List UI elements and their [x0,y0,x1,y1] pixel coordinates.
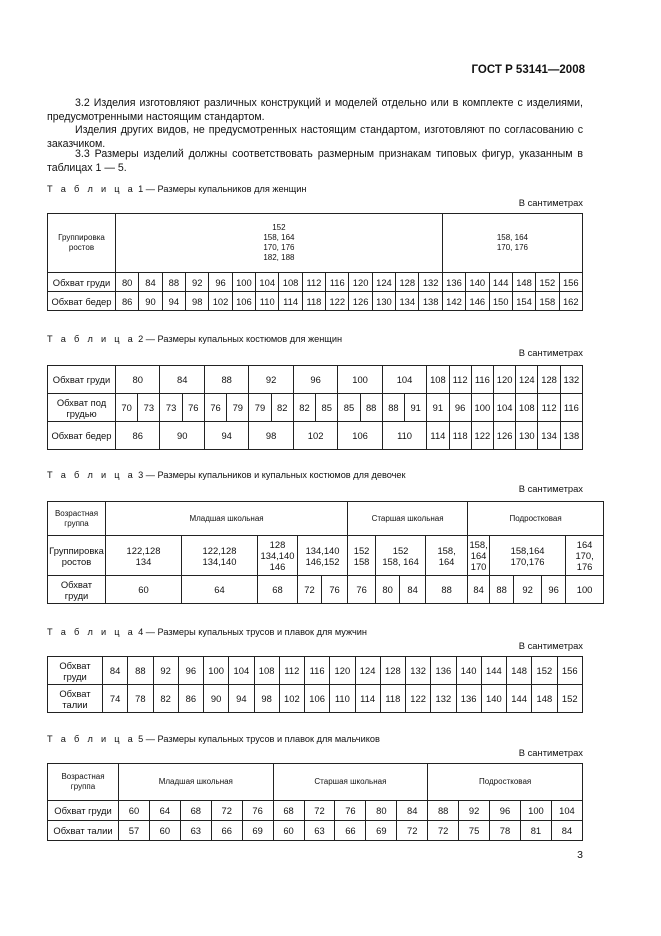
t2-under-cell: 88 [382,394,404,422]
t4-value-cell: 136 [431,657,456,685]
t1-value-cell: 130 [372,292,395,311]
table-1 [47,213,583,311]
t4-value-cell: 102 [279,685,304,713]
t1-value-cell: 152 [536,273,559,292]
t5-value-cell: 96 [490,801,521,821]
t3-height-cell: 158, 164 170 [468,536,490,576]
t4-value-cell: 90 [204,685,229,713]
t4-value-cell: 144 [481,657,506,685]
t1-value-cell: 128 [396,273,419,292]
t3-height-cell: 122,128 134 [106,536,182,576]
t2-under-cell: 73 [138,394,160,422]
t2-under-cell: 112 [538,394,560,422]
t4-value-cell: 140 [456,657,481,685]
t5-age-group: Старшая школьная [273,764,428,801]
t1-value-cell: 138 [419,292,442,311]
t5-value-cell: 60 [149,821,180,841]
table-5-unit: В сантиметрах [518,747,583,758]
t2-chest-cell: 84 [160,366,204,394]
t2-under-cell: 116 [560,394,582,422]
t1-value-cell: 132 [419,273,442,292]
t1-value-cell: 134 [396,292,419,311]
t1-value-cell: 92 [186,273,209,292]
t1-value-cell: 104 [256,273,279,292]
t5-value-cell: 60 [273,821,304,841]
t1-value-cell: 122 [326,292,349,311]
table-4-caption: Т а б л и ц а 4 — Размеры купальных трусов и плавок для мужчин [47,627,367,637]
t4-value-cell: 156 [557,657,583,685]
t3-height-cell: 134,140 146,152 [298,536,348,576]
t2-under-cell: 100 [471,394,493,422]
t4-value-cell: 98 [254,685,279,713]
t5-age-group: Подростковая [428,764,583,801]
table-1-caption: Т а б л и ц а 1 — Размеры купальников для женщин [47,184,307,194]
t3-chest-cell: 60 [106,576,182,604]
t5-row-label: Обхват груди [48,801,119,821]
t4-value-cell: 128 [380,657,405,685]
t4-value-cell: 82 [153,685,178,713]
t4-value-cell: 144 [507,685,532,713]
t2-chest-cell: 80 [116,366,160,394]
t2-chest-cell: 120 [493,366,515,394]
t5-value-cell: 63 [304,821,335,841]
t3-chest-cell: 88 [490,576,514,604]
t2-chest-cell: 132 [560,366,582,394]
t2-chest-cell: 104 [382,366,426,394]
t5-value-cell: 84 [551,821,582,841]
t1-value-cell: 110 [256,292,279,311]
t3-height-cell: 164 170, 176 [566,536,604,576]
paragraph-3-2: 3.2 Изделия изготовляют различных конструкций и моделей отдельно или в комплекте с изделиями, предусмотренными настоящим стандартом. [47,97,583,123]
t4-value-cell: 92 [153,657,178,685]
t5-value-cell: 81 [520,821,551,841]
t4-value-cell: 148 [532,685,557,713]
t1-height-group-1: 152 158, 164 170, 176 182, 188 [116,214,443,273]
t1-value-cell: 102 [209,292,232,311]
t3-chest-cell: 76 [348,576,376,604]
t5-value-cell: 72 [397,821,428,841]
t4-value-cell: 86 [178,685,203,713]
t1-value-cell: 84 [139,273,162,292]
t5-value-cell: 80 [366,801,397,821]
t2-hip-cell: 114 [427,422,449,450]
t4-value-cell: 132 [406,657,431,685]
t2-under-cell: 85 [316,394,338,422]
t2-under-cell: 73 [160,394,182,422]
t2-chest-cell: 112 [449,366,471,394]
table-5 [47,763,583,841]
t4-value-cell: 88 [128,657,153,685]
t5-value-cell: 78 [490,821,521,841]
t5-row-label: Обхват талии [48,821,119,841]
table-4 [47,656,583,713]
t4-value-cell: 118 [380,685,405,713]
t3-chest-cell: 84 [400,576,426,604]
t1-value-cell: 144 [489,273,512,292]
t3-age-label: Возрастная группа [48,502,106,536]
t3-chest-cell: 88 [426,576,468,604]
t4-value-cell: 84 [103,657,128,685]
t4-value-cell: 108 [254,657,279,685]
paragraph-3-3: 3.3 Размеры изделий должны соответствовать размерным признакам типовых фигур, указанным в таблицах 1 — 5. [47,148,583,174]
t4-value-cell: 114 [355,685,380,713]
t2-under-cell: 82 [271,394,293,422]
t5-value-cell: 63 [180,821,211,841]
t5-value-cell: 76 [335,801,366,821]
t5-value-cell: 69 [242,821,273,841]
t1-value-cell: 90 [139,292,162,311]
t2-hip-label: Обхват бедер [48,422,116,450]
t3-age-group: Подростковая [468,502,604,536]
t2-under-cell: 91 [405,394,427,422]
t1-value-cell: 124 [372,273,395,292]
t1-value-cell: 162 [559,292,582,311]
t5-value-cell: 72 [211,801,242,821]
t1-value-cell: 126 [349,292,372,311]
t1-value-cell: 140 [466,273,489,292]
t1-value-cell: 114 [279,292,302,311]
t3-age-group: Младшая школьная [106,502,348,536]
document-header: ГОСТ Р 53141—2008 [471,64,585,76]
t3-chest-cell: 84 [468,576,490,604]
t3-chest-label: Обхват груди [48,576,106,604]
t5-value-cell: 69 [366,821,397,841]
t4-value-cell: 78 [128,685,153,713]
t2-chest-label: Обхват груди [48,366,116,394]
t4-value-cell: 116 [305,657,330,685]
paragraph-other-products: Изделия других видов, не предусмотренных настоящим стандартом, изготовляют по согласованию с заказчиком. [47,124,583,150]
t1-value-cell: 94 [162,292,185,311]
table-2-unit: В сантиметрах [518,347,583,358]
t4-value-cell: 122 [406,685,431,713]
t1-value-cell: 106 [232,292,255,311]
t3-chest-cell: 80 [376,576,400,604]
table-2 [47,365,583,450]
t1-value-cell: 86 [116,292,139,311]
t3-chest-cell: 96 [542,576,566,604]
t1-value-cell: 156 [559,273,582,292]
t2-hip-cell: 90 [160,422,204,450]
t1-value-cell: 154 [512,292,535,311]
t1-row-label: Обхват бедер [48,292,116,311]
t4-value-cell: 74 [103,685,128,713]
t4-row-label: Обхват талии [48,685,103,713]
t2-under-cell: 82 [293,394,315,422]
t1-value-cell: 108 [279,273,302,292]
t2-under-cell: 79 [249,394,271,422]
table-1-unit: В сантиметрах [518,197,583,208]
t3-height-cell: 122,128 134,140 [182,536,258,576]
t3-height-cell: 158, 164 [426,536,468,576]
t2-chest-cell: 92 [249,366,293,394]
table-4-unit: В сантиметрах [518,640,583,651]
t2-hip-cell: 138 [560,422,582,450]
t1-row-label: Обхват груди [48,273,116,292]
t3-chest-cell: 64 [182,576,258,604]
t2-under-cell: 85 [338,394,360,422]
t2-under-cell: 88 [360,394,382,422]
t5-value-cell: 66 [211,821,242,841]
t2-under-cell: 76 [204,394,226,422]
t3-chest-cell: 92 [514,576,542,604]
t2-chest-cell: 116 [471,366,493,394]
t2-hip-cell: 102 [293,422,337,450]
t2-hip-cell: 86 [116,422,160,450]
table-3-caption: Т а б л и ц а 3 — Размеры купальников и купальных костюмов для девочек [47,470,406,480]
t2-chest-cell: 96 [293,366,337,394]
t3-chest-cell: 72 [298,576,322,604]
table-3 [47,501,604,604]
t1-value-cell: 96 [209,273,232,292]
t5-value-cell: 66 [335,821,366,841]
t4-value-cell: 94 [229,685,254,713]
t5-value-cell: 64 [149,801,180,821]
t1-value-cell: 112 [302,273,325,292]
t1-value-cell: 116 [326,273,349,292]
t2-hip-cell: 130 [516,422,538,450]
t1-value-cell: 158 [536,292,559,311]
t2-under-cell: 108 [516,394,538,422]
t5-value-cell: 60 [119,801,150,821]
t1-height-label: Группировка ростов [48,214,116,273]
t2-chest-cell: 108 [427,366,449,394]
table-2-caption: Т а б л и ц а 2 — Размеры купальных костюмов для женщин [47,334,343,344]
t2-under-cell: 91 [427,394,449,422]
t1-value-cell: 88 [162,273,185,292]
t2-chest-cell: 128 [538,366,560,394]
t4-value-cell: 148 [507,657,532,685]
t1-value-cell: 150 [489,292,512,311]
page-number: 3 [577,849,583,861]
t3-age-group: Старшая школьная [348,502,468,536]
t5-value-cell: 72 [428,821,459,841]
t4-value-cell: 110 [330,685,355,713]
t3-chest-cell: 68 [258,576,298,604]
t4-row-label: Обхват груди [48,657,103,685]
t4-value-cell: 96 [178,657,203,685]
t4-value-cell: 136 [456,685,481,713]
t1-value-cell: 146 [466,292,489,311]
t1-value-cell: 98 [186,292,209,311]
t5-age-label: Возрастная группа [48,764,119,801]
t2-under-cell: 96 [449,394,471,422]
t5-value-cell: 92 [459,801,490,821]
t2-hip-cell: 126 [493,422,515,450]
t2-chest-cell: 100 [338,366,382,394]
t3-height-cell: 152 158, 164 [376,536,426,576]
t5-value-cell: 88 [428,801,459,821]
t4-value-cell: 104 [229,657,254,685]
t5-age-group: Младшая школьная [119,764,274,801]
t1-value-cell: 100 [232,273,255,292]
t4-value-cell: 112 [279,657,304,685]
t4-value-cell: 120 [330,657,355,685]
t2-hip-cell: 110 [382,422,426,450]
t3-height-cell: 128 134,140 146 [258,536,298,576]
t2-hip-cell: 106 [338,422,382,450]
t3-height-cell: 158,164 170,176 [490,536,566,576]
t1-height-group-2: 158, 164 170, 176 [442,214,582,273]
t3-height-cell: 152 158 [348,536,376,576]
t4-value-cell: 152 [557,685,583,713]
t5-value-cell: 68 [180,801,211,821]
t1-value-cell: 142 [442,292,465,311]
t5-value-cell: 104 [551,801,582,821]
t4-value-cell: 124 [355,657,380,685]
t3-chest-cell: 76 [322,576,348,604]
t2-hip-cell: 98 [249,422,293,450]
t4-value-cell: 152 [532,657,557,685]
table-5-caption: Т а б л и ц а 5 — Размеры купальных трусов и плавок для мальчиков [47,734,380,744]
t1-value-cell: 118 [302,292,325,311]
t2-under-cell: 70 [116,394,138,422]
t2-chest-cell: 124 [516,366,538,394]
t2-hip-cell: 94 [204,422,248,450]
t2-chest-cell: 88 [204,366,248,394]
t4-value-cell: 132 [431,685,456,713]
t5-value-cell: 72 [304,801,335,821]
t2-under-label: Обхват под грудью [48,394,116,422]
t5-value-cell: 76 [242,801,273,821]
t3-chest-cell: 100 [566,576,604,604]
t5-value-cell: 57 [119,821,150,841]
t3-heights-label: Группировка ростов [48,536,106,576]
t5-value-cell: 100 [520,801,551,821]
table-3-unit: В сантиметрах [518,483,583,494]
t2-under-cell: 79 [227,394,249,422]
t4-value-cell: 100 [204,657,229,685]
t4-value-cell: 140 [481,685,506,713]
t1-value-cell: 120 [349,273,372,292]
t4-value-cell: 106 [305,685,330,713]
t2-under-cell: 76 [182,394,204,422]
t1-value-cell: 148 [512,273,535,292]
t5-value-cell: 68 [273,801,304,821]
t2-hip-cell: 122 [471,422,493,450]
t1-value-cell: 80 [116,273,139,292]
t5-value-cell: 75 [459,821,490,841]
t2-hip-cell: 134 [538,422,560,450]
t1-value-cell: 136 [442,273,465,292]
t5-value-cell: 84 [397,801,428,821]
t2-hip-cell: 118 [449,422,471,450]
t2-under-cell: 104 [493,394,515,422]
